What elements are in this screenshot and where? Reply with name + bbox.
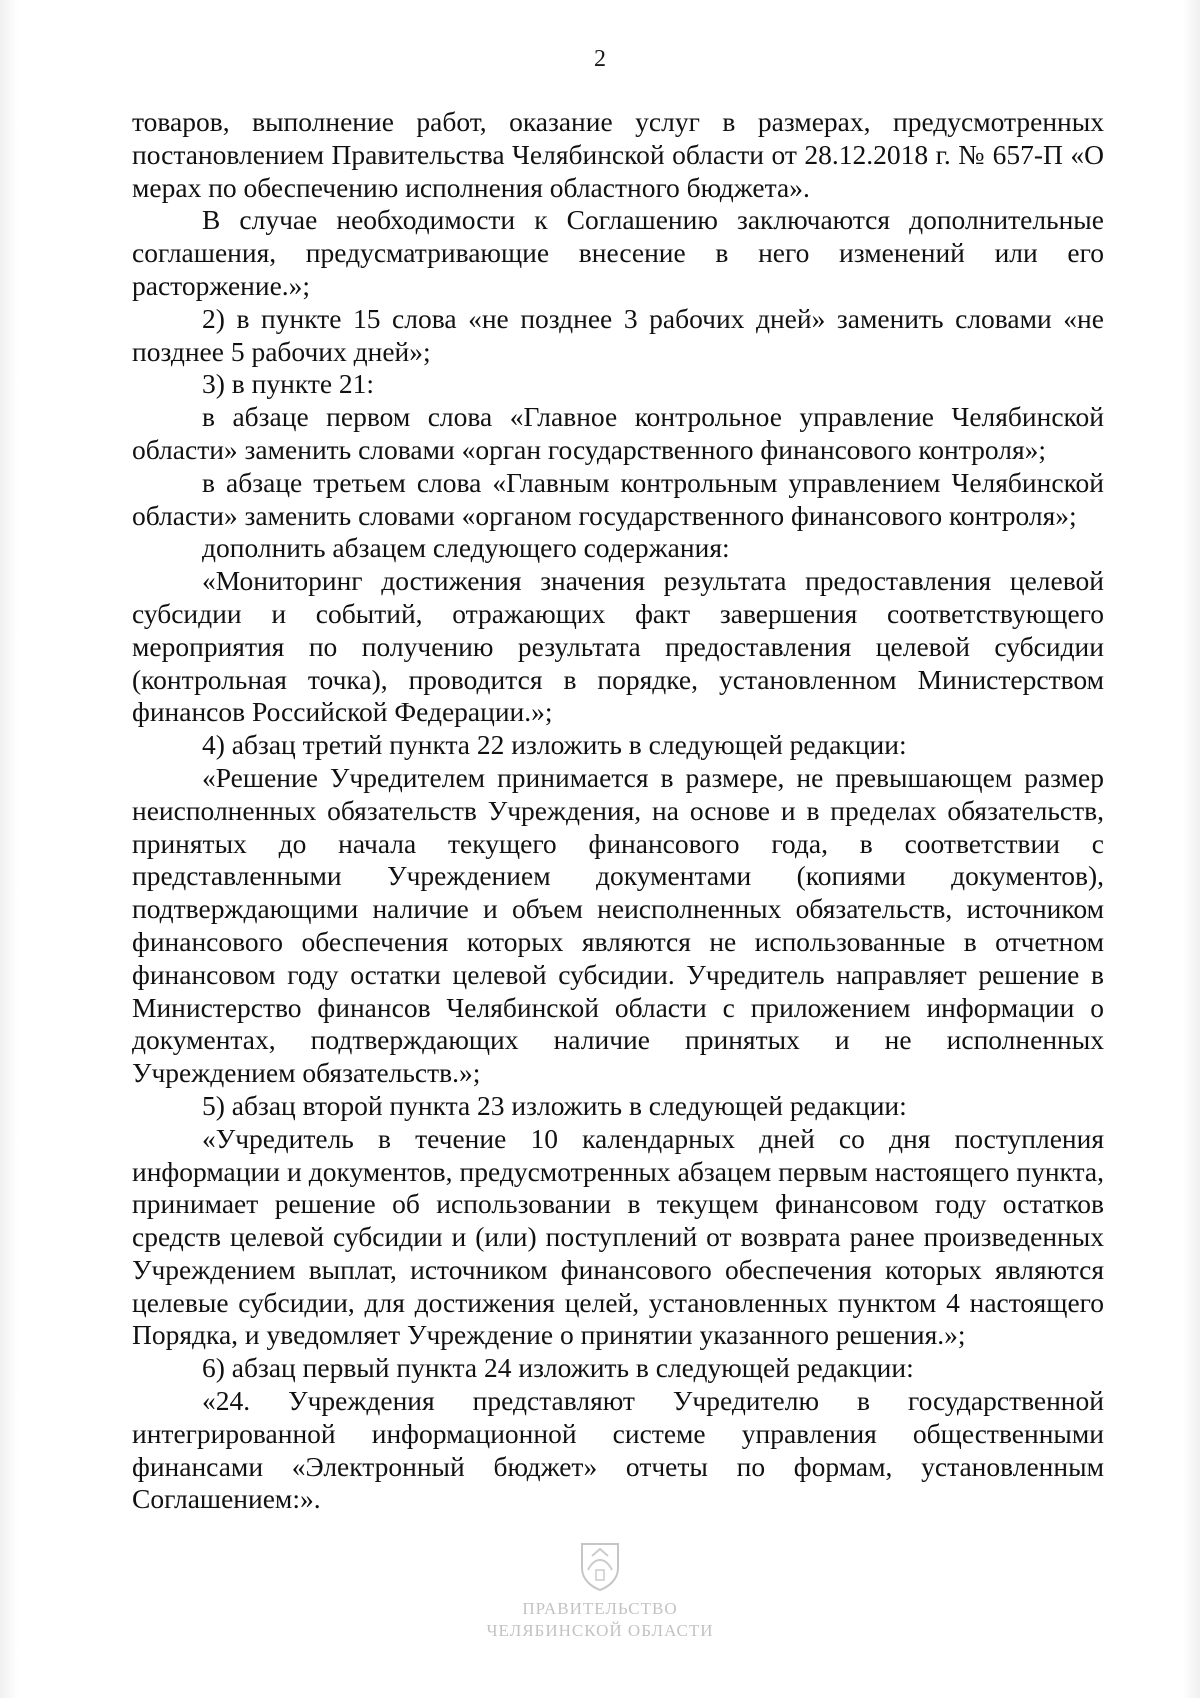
stamp-line-1: ПРАВИТЕЛЬСТВО	[522, 1599, 678, 1618]
paragraph: 5) абзац второй пункта 23 изложить в следующей редакции:	[202, 1089, 907, 1121]
paragraph: товаров, выполнение работ, оказание услуг в размерах, предусмотренных постановлением Правительства Челябинской области от 28.12.2018 г. № 657-П «О мерах по обеспечению исполнения областного бюджета».	[132, 106, 1104, 203]
paragraph: 3) в пункте 21:	[202, 368, 375, 400]
paragraph: 2) в пункте 15 слова «не позднее 3 рабочих дней» заменить словами «не позднее 5 рабочих дней»;	[132, 302, 1104, 367]
paragraph: В случае необходимости к Соглашению заключаются дополнительные соглашения, предусматривающие внесение в него изменений или его расторжение.»;	[132, 204, 1104, 301]
paragraph: «Мониторинг достижения значения результата предоставления целевой субсидии и событий, отражающих факт завершения соответствующего мероприятия по получению результата предоставления целевой субсидии (контрольная точка), проводится в порядке, установленном Министерством финансов Российской Федерации.»;	[132, 565, 1104, 728]
government-stamp	[460, 1540, 740, 1642]
page-number: 2	[594, 46, 606, 72]
paragraph: «Учредитель в течение 10 календарных дней со дня поступления информации и документов, предусмотренных абзацем первым настоящего пункта, принимает решение об использовании в текущем финансовом году остатков средств целевой субсидии и (или) поступлений от возврата ранее произведенных Учреждением выплат, источником финансового обеспечения которых являются целевые субсидии, для достижения целей, установленных пунктом 4 настоящего Порядка, и уведомляет Учреждение о принятии указанного решения.»;	[132, 1122, 1104, 1351]
paragraph: «24. Учреждения представляют Учредителю в государственной интегрированной информационной системе управления общественными финансами «Электронный бюджет» отчеты по формам, установленным Соглашением:».	[132, 1385, 1104, 1515]
paragraph: дополнить абзацем следующего содержания:	[202, 532, 730, 564]
document-body	[132, 106, 1104, 1516]
coat-of-arms-icon	[578, 1540, 622, 1592]
stamp-line-2: ЧЕЛЯБИНСКОЙ ОБЛАСТИ	[486, 1621, 714, 1640]
paragraph: «Решение Учредителем принимается в размере, не превышающем размер неисполненных обязательств Учреждения, на основе и в пределах обязательств, принятых до начала текущего финансового года, в соответствии с представленными Учреждением документами (копиями документов), подтверждающими наличие и объем неисполненных обязательств, источником финансового обеспечения которых являются не использованные в отчетном финансовом году остатки целевой субсидии. Учредитель направляет решение в Министерство финансов Челябинской области с приложением информации о документах, подтверждающих наличие принятых и не исполненных Учреждением обязательств.»;	[132, 761, 1104, 1089]
scan-edge-left	[0, 0, 18, 1698]
paragraph: в абзаце первом слова «Главное контрольное управление Челябинской области» заменить словами «орган государственного финансового контроля»;	[132, 401, 1104, 465]
paragraph: в абзаце третьем слова «Главным контрольным управлением Челябинской области» заменить словами «органом государственного финансового контроля»;	[132, 466, 1104, 531]
scan-edge-right	[1182, 0, 1200, 1698]
paragraph: 4) абзац третий пункта 22 изложить в следующей редакции:	[202, 729, 907, 761]
paragraph: 6) абзац первый пункта 24 изложить в следующей редакции:	[202, 1352, 914, 1384]
